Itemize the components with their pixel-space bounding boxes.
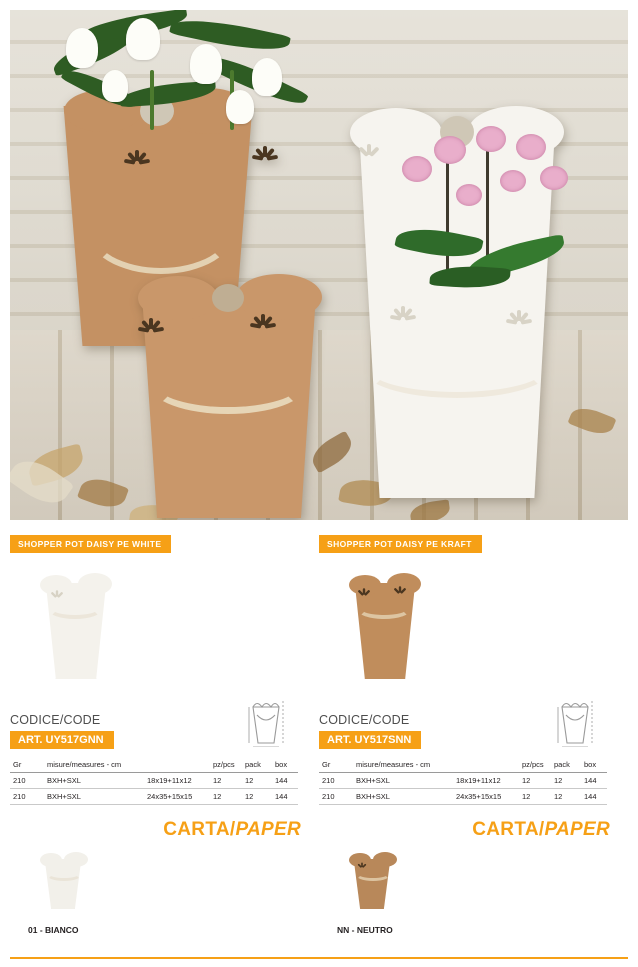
swatch-label-white: 01 - BIANCO bbox=[28, 925, 79, 935]
cell-box: 144 bbox=[272, 789, 298, 805]
swatch-area-white bbox=[10, 847, 319, 919]
spec-table-kraft bbox=[319, 758, 607, 805]
article-code-white: ART. UY517GNN bbox=[10, 731, 114, 749]
daisy-cutout bbox=[250, 314, 276, 340]
table-header-row bbox=[319, 758, 607, 773]
cell-measures-value: 24x35+15x15 bbox=[453, 789, 519, 805]
pot-scallop bbox=[138, 276, 218, 320]
product-thumbnail-kraft bbox=[337, 567, 433, 679]
daisy-cutout bbox=[124, 150, 150, 176]
cell-measures: BXH+SXL bbox=[44, 789, 144, 805]
tulip-bouquet bbox=[30, 10, 330, 150]
measure-diagram-icon bbox=[243, 695, 289, 747]
table-header-row bbox=[10, 758, 298, 773]
cell-pz: 12 bbox=[519, 773, 551, 789]
hero-product-photo bbox=[10, 10, 628, 520]
th-pz: pz/pcs bbox=[519, 758, 551, 773]
cell-pack: 12 bbox=[551, 773, 581, 789]
cell-box: 144 bbox=[581, 773, 607, 789]
material-label-kraft bbox=[319, 819, 628, 841]
cell-measures-value: 24x35+15x15 bbox=[144, 789, 210, 805]
cell-box: 144 bbox=[272, 773, 298, 789]
cell-measures: BXH+SXL bbox=[353, 773, 453, 789]
material-it: CARTA/ bbox=[472, 819, 545, 840]
table-row bbox=[10, 773, 298, 789]
cell-box: 144 bbox=[581, 789, 607, 805]
table-row bbox=[319, 789, 607, 805]
material-en: PAPER bbox=[544, 819, 610, 840]
material-label-white bbox=[10, 819, 319, 841]
article-code-kraft: ART. UY517SNN bbox=[319, 731, 421, 749]
color-swatch-white bbox=[28, 847, 98, 909]
pot-scallop bbox=[236, 274, 322, 320]
daisy-cutout bbox=[392, 586, 408, 602]
th-measures-value bbox=[144, 758, 210, 773]
code-label-white: CODICE/CODE bbox=[10, 713, 101, 727]
product-title-kraft: SHOPPER POT DAISY PE KRAFT bbox=[319, 535, 482, 553]
rope-handle bbox=[86, 184, 236, 274]
cell-measures: BXH+SXL bbox=[44, 773, 144, 789]
spec-table-white bbox=[10, 758, 298, 805]
th-pz: pz/pcs bbox=[210, 758, 242, 773]
th-measures: misure/measures - cm bbox=[353, 758, 453, 773]
cell-pz: 12 bbox=[519, 789, 551, 805]
swatch-label-kraft: NN - NEUTRO bbox=[337, 925, 393, 935]
orchid-plant bbox=[390, 120, 620, 320]
product-column-white bbox=[10, 534, 319, 935]
th-pack: pack bbox=[242, 758, 272, 773]
cell-pack: 12 bbox=[242, 773, 272, 789]
th-gr: Gr bbox=[10, 758, 44, 773]
daisy-cutout bbox=[356, 144, 382, 170]
cell-gr: 210 bbox=[10, 773, 44, 789]
pot-notch bbox=[212, 284, 244, 312]
material-it: CARTA/ bbox=[163, 819, 236, 840]
daisy-cutout bbox=[138, 318, 164, 344]
cell-pz: 12 bbox=[210, 789, 242, 805]
thumbnail-area-white bbox=[10, 563, 319, 691]
th-gr: Gr bbox=[319, 758, 353, 773]
daisy-cutout bbox=[356, 588, 372, 604]
th-box: box bbox=[581, 758, 607, 773]
cell-measures: BXH+SXL bbox=[353, 789, 453, 805]
cell-pz: 12 bbox=[210, 773, 242, 789]
code-label-kraft: CODICE/CODE bbox=[319, 713, 410, 727]
cell-measures-value: 18x19+11x12 bbox=[144, 773, 210, 789]
code-row-kraft bbox=[319, 695, 628, 749]
cell-pack: 12 bbox=[551, 789, 581, 805]
swatch-area-kraft bbox=[319, 847, 628, 919]
th-pack: pack bbox=[551, 758, 581, 773]
cell-pack: 12 bbox=[242, 789, 272, 805]
table-row bbox=[10, 789, 298, 805]
cell-gr: 210 bbox=[319, 773, 353, 789]
product-column-kraft bbox=[319, 534, 628, 935]
th-measures: misure/measures - cm bbox=[44, 758, 144, 773]
product-thumbnail-white bbox=[28, 567, 124, 679]
footer-divider bbox=[10, 957, 628, 959]
measure-diagram-icon bbox=[552, 695, 598, 747]
material-en: PAPER bbox=[235, 819, 301, 840]
cell-measures-value: 18x19+11x12 bbox=[453, 773, 519, 789]
th-measures-value bbox=[453, 758, 519, 773]
rope-handle bbox=[362, 338, 552, 398]
table-row bbox=[319, 773, 607, 789]
pot-kraft-front bbox=[120, 292, 338, 518]
color-swatch-kraft bbox=[337, 847, 407, 909]
thumbnail-area-kraft bbox=[319, 563, 628, 691]
code-row-white bbox=[10, 695, 319, 749]
daisy-cutout bbox=[49, 590, 65, 606]
cell-gr: 210 bbox=[10, 789, 44, 805]
product-title-white: SHOPPER POT DAISY PE WHITE bbox=[10, 535, 171, 553]
th-box: box bbox=[272, 758, 298, 773]
rope-handle bbox=[150, 356, 306, 414]
product-columns bbox=[10, 534, 628, 935]
daisy-cutout bbox=[357, 863, 368, 874]
cell-gr: 210 bbox=[319, 789, 353, 805]
